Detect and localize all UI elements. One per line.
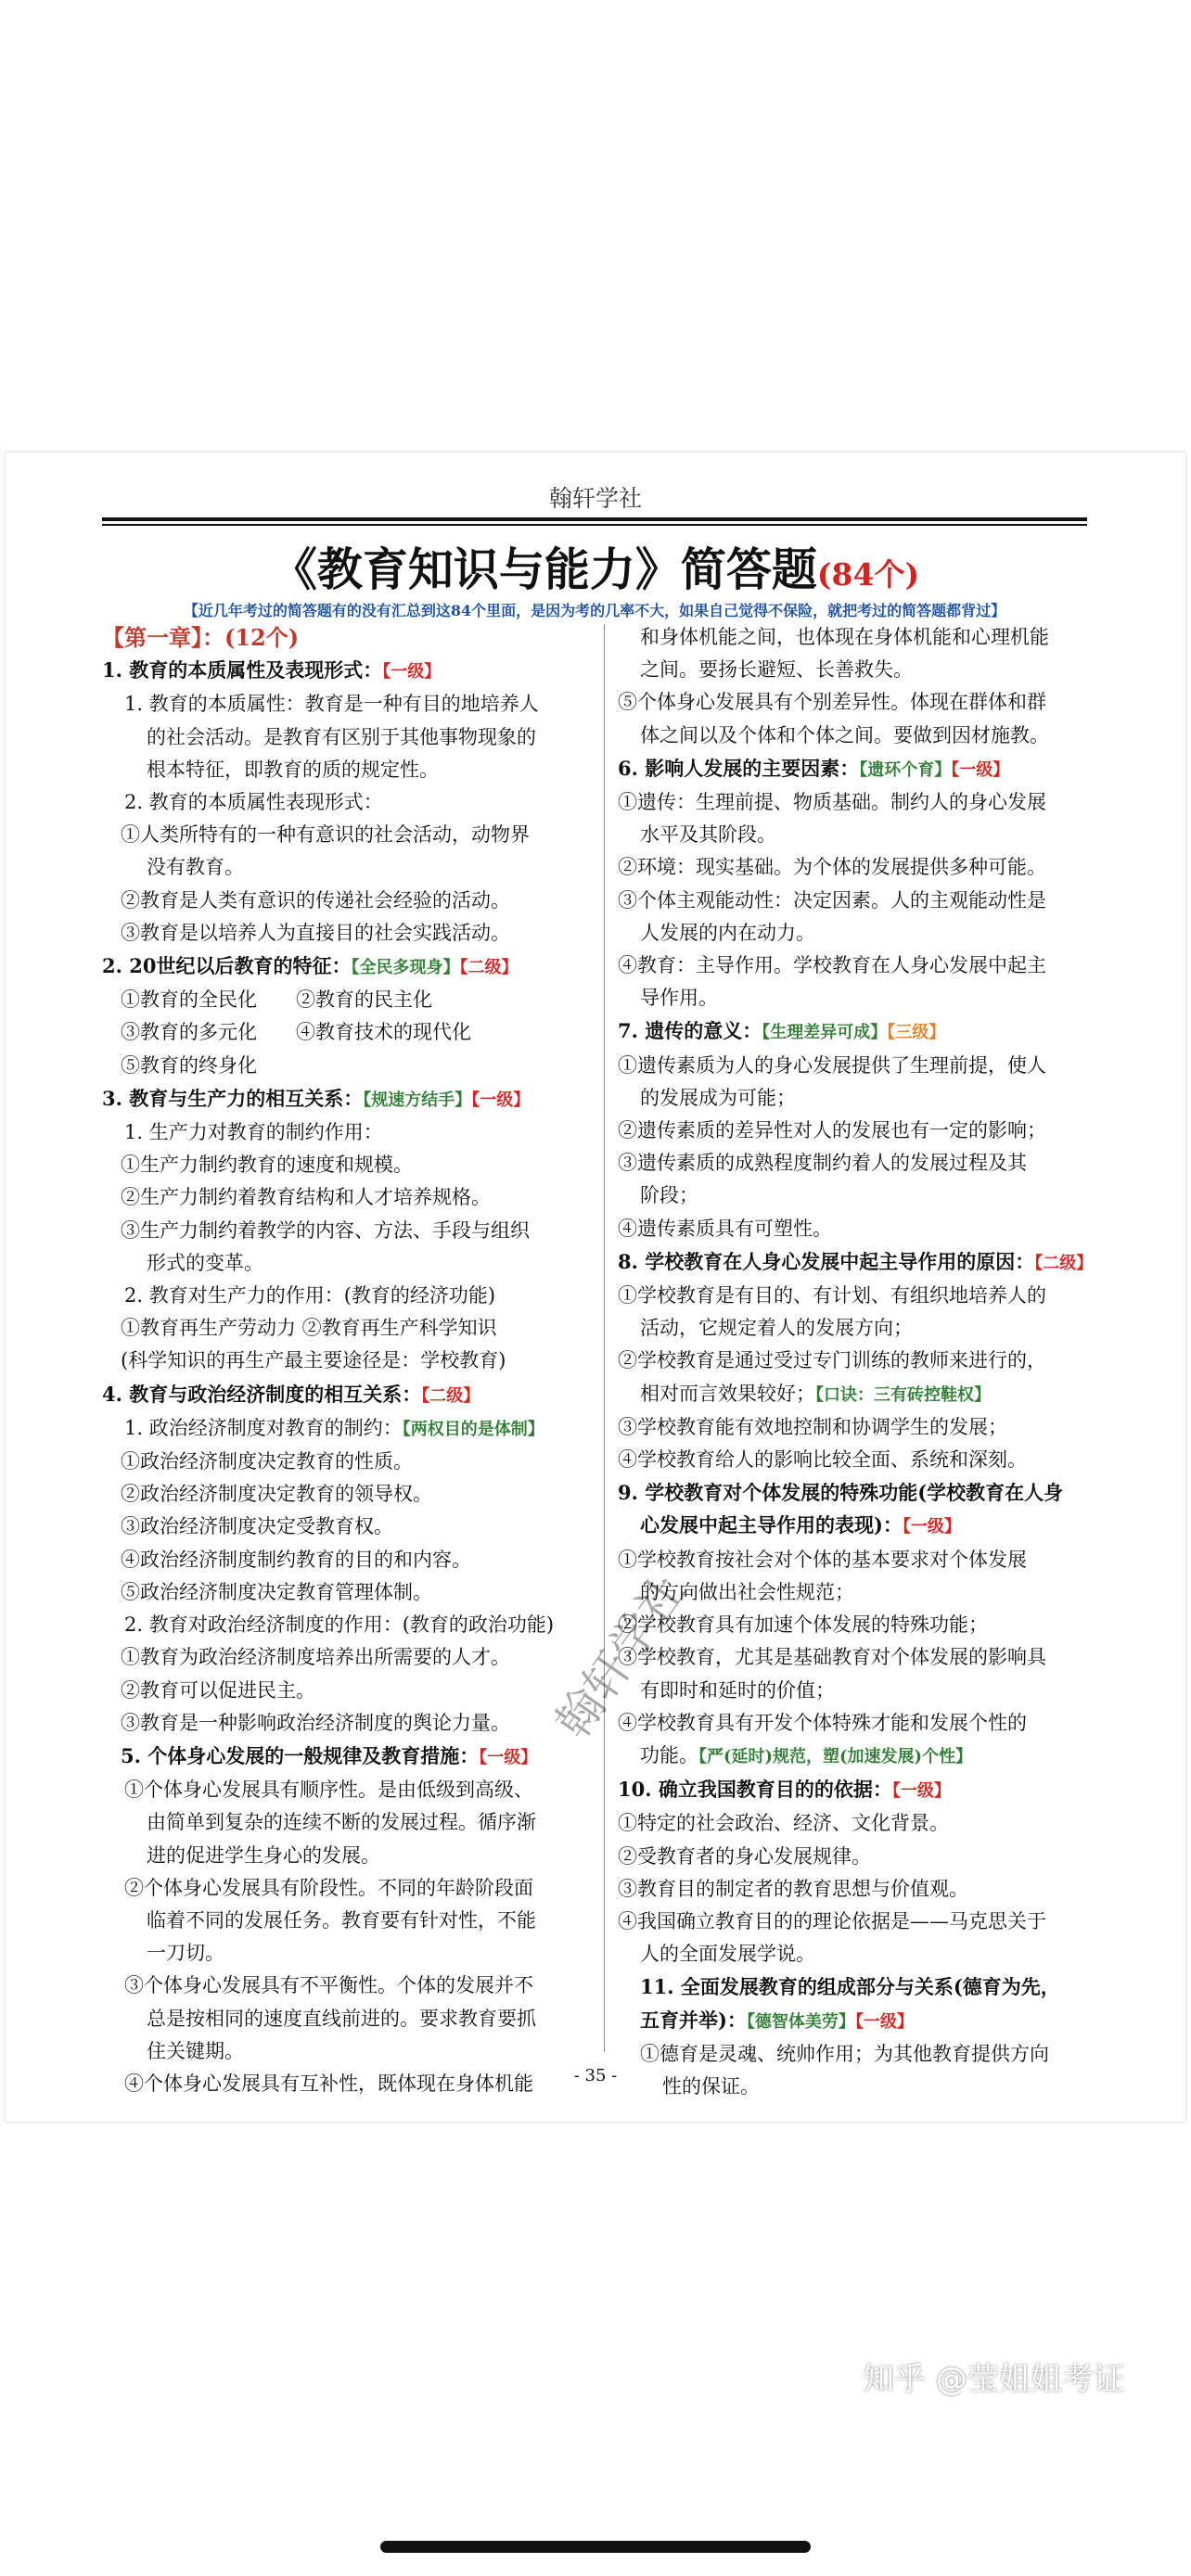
text-line bbox=[618, 1938, 1115, 1970]
line-text: 功能。 bbox=[640, 1743, 698, 1766]
level-tag: 【一级】 bbox=[479, 1747, 538, 1767]
title-main: 《教育知识与能力》简答题 bbox=[271, 542, 817, 596]
line-text: ③个体主观能动性：决定因素。人的主观能动性是 bbox=[618, 888, 1046, 912]
line-text: 活动，它规定着人的发展方向； bbox=[640, 1317, 913, 1340]
level-tag: 【德智体美劳】 bbox=[746, 2011, 855, 2032]
text-line bbox=[618, 654, 1115, 686]
text-line bbox=[102, 885, 599, 917]
text-line bbox=[102, 754, 599, 786]
text-line bbox=[618, 1050, 1115, 1082]
line-text: ②遗传素质的差异性对人的发展也有一定的影响； bbox=[618, 1119, 1046, 1142]
line-text: ①人类所特有的一种有意识的社会活动，动物界 bbox=[121, 823, 530, 847]
text-line bbox=[102, 1446, 599, 1478]
title-count: (84个) bbox=[816, 556, 920, 593]
line-text: 由简单到复杂的连续不断的发展过程。循序渐 bbox=[147, 1811, 536, 1834]
line-text: 1. 政治经济制度对教育的制约： bbox=[124, 1416, 403, 1439]
text-line bbox=[618, 1180, 1115, 1212]
line-text: ④遗传素质具有可塑性。 bbox=[618, 1217, 832, 1240]
text-line bbox=[102, 1050, 599, 1082]
text-line bbox=[618, 1807, 1115, 1840]
line-text: 的发展成为可能； bbox=[640, 1086, 796, 1109]
text-line bbox=[618, 1378, 1115, 1411]
line-text: 2. 教育对政治经济制度的作用：(教育的政治功能) bbox=[124, 1613, 555, 1637]
line-text: 根本特征，即教育的质的规定性。 bbox=[147, 758, 439, 781]
line-text: 1. 教育的本质属性及表现形式： bbox=[102, 658, 383, 682]
line-text: ①遗传：生理前提、物质基础。制约人的身心发展 bbox=[618, 791, 1046, 814]
text-line bbox=[618, 1544, 1115, 1576]
text-line bbox=[618, 786, 1115, 819]
level-tag: 【遗环个育】 bbox=[859, 759, 952, 780]
text-line bbox=[618, 1641, 1115, 1674]
line-text: 导作用。 bbox=[640, 987, 718, 1010]
text-line bbox=[618, 1014, 1115, 1049]
line-text: ③政治经济制度决定受教育权。 bbox=[121, 1515, 393, 1538]
line-text: 一刀切。 bbox=[147, 1942, 224, 1965]
page-title bbox=[6, 534, 1185, 599]
text-line bbox=[102, 1016, 599, 1049]
level-tag: 【生理差异可成】 bbox=[762, 1023, 888, 1043]
line-text: 11. 全面发展教育的组成部分与关系(德育为先， bbox=[640, 1975, 1060, 1999]
header-rule-thin bbox=[102, 524, 1087, 526]
line-text: 性的保证。 bbox=[662, 2074, 760, 2098]
line-text: 形式的变革。 bbox=[147, 1251, 263, 1274]
text-line bbox=[618, 1707, 1115, 1740]
text-line bbox=[102, 1378, 599, 1412]
text-line bbox=[102, 1215, 599, 1247]
text-line bbox=[618, 917, 1115, 950]
text-line bbox=[618, 982, 1115, 1014]
text-line bbox=[102, 654, 599, 688]
line-text: ②个体身心发展具有阶段性。不同的年龄阶段面 bbox=[124, 1876, 533, 1899]
text-line bbox=[102, 1641, 599, 1674]
text-line bbox=[102, 1247, 599, 1280]
text-line bbox=[102, 1806, 599, 1839]
line-text: 6. 影响人发展的主要因素： bbox=[618, 756, 860, 780]
left-column bbox=[102, 621, 599, 2100]
line-text: 【第一章】：(12个) bbox=[102, 624, 300, 651]
text-line bbox=[102, 688, 599, 721]
line-text: 住关键期。 bbox=[147, 2039, 244, 2062]
level-tag: 【一级】 bbox=[471, 1090, 531, 1110]
line-text: 8. 学校教育在人身心发展中起主导作用的原因： bbox=[618, 1249, 1035, 1273]
text-line bbox=[618, 720, 1115, 752]
text-line bbox=[618, 1906, 1115, 1938]
text-line bbox=[102, 1181, 599, 1214]
line-text: 人的全面发展学说。 bbox=[640, 1943, 815, 1966]
line-text: 相对而言效果较好； bbox=[640, 1382, 815, 1405]
text-line bbox=[618, 950, 1115, 982]
line-text: 1. 生产力对教育的制约作用： bbox=[124, 1121, 383, 1144]
text-line bbox=[102, 2003, 599, 2035]
text-line bbox=[618, 752, 1115, 786]
level-tag: 【一级】 bbox=[951, 759, 1010, 780]
text-line bbox=[102, 786, 599, 819]
level-tag: 【二级】 bbox=[1034, 1253, 1094, 1273]
line-text: 五育并举)： bbox=[640, 2008, 747, 2032]
text-line bbox=[618, 1609, 1115, 1641]
text-line bbox=[618, 1773, 1115, 1807]
right-column bbox=[618, 621, 1115, 2103]
line-text: ①教育的全民化 ②教育的民主化 bbox=[121, 988, 432, 1012]
header-rule-thick bbox=[102, 517, 1087, 521]
line-text: ②政治经济制度决定教育的领导权。 bbox=[121, 1483, 432, 1506]
line-text: ④学校教育给人的影响比较全面、系统和深刻。 bbox=[618, 1448, 1027, 1472]
line-text: ④教育：主导作用。学校教育在人身心发展中起主 bbox=[618, 954, 1046, 977]
level-tag: 【一级】 bbox=[854, 2011, 914, 2032]
line-text: ①遗传素质为人的身心发展提供了生理前提，使人 bbox=[618, 1053, 1046, 1077]
text-line bbox=[102, 1412, 599, 1446]
line-text: 的社会活动。是教育有区别于其他事物现象的 bbox=[147, 725, 536, 748]
line-text: ①政治经济制度决定教育的性质。 bbox=[121, 1450, 413, 1473]
line-text: 阶段； bbox=[640, 1184, 698, 1207]
line-text: 和身体机能之间，也体现在身体机能和心理机能 bbox=[640, 626, 1049, 648]
line-text: 有即时和延时的价值； bbox=[640, 1678, 835, 1702]
level-tag: 【规速方结手】 bbox=[363, 1090, 472, 1110]
text-line bbox=[102, 950, 599, 984]
text-line bbox=[618, 1970, 1115, 2003]
text-line bbox=[102, 1840, 599, 1872]
line-text: 水平及其阶段。 bbox=[640, 823, 776, 847]
text-line bbox=[618, 1312, 1115, 1345]
line-text: ③个体身心发展具有不平衡性。个体的发展并不 bbox=[124, 1974, 533, 1997]
text-line bbox=[102, 984, 599, 1016]
text-line bbox=[618, 1444, 1115, 1476]
line-text: 2. 20世纪以后教育的特征： bbox=[102, 954, 352, 978]
line-text: 心发展中起主导作用的表现)： bbox=[640, 1513, 903, 1537]
line-text: ①学校教育是有目的、有计划、有组织地培养人的 bbox=[618, 1284, 1046, 1307]
level-tag: 【一级】 bbox=[902, 1517, 961, 1537]
line-text: 进的促进学生身心的发展。 bbox=[147, 1843, 380, 1867]
line-text: 4. 教育与政治经济制度的相互关系： bbox=[102, 1382, 422, 1406]
text-line bbox=[618, 851, 1115, 884]
line-text: 5. 个体身心发展的一般规律及教育措施： bbox=[121, 1743, 480, 1767]
text-line bbox=[618, 621, 1115, 654]
line-text: ④我国确立教育目的的理论依据是——马克思关于 bbox=[618, 1909, 1046, 1932]
level-tag: 【全民多现身】 bbox=[351, 958, 460, 978]
text-line bbox=[618, 1476, 1115, 1509]
text-line bbox=[102, 1082, 599, 1116]
line-text: ③学校教育，尤其是基础教育对个体发展的影响具 bbox=[618, 1646, 1046, 1669]
line-text: ②环境：现实基础。为个体的发展提供多种可能。 bbox=[618, 856, 1046, 879]
line-text: ②教育是人类有意识的传递社会经验的活动。 bbox=[121, 888, 510, 912]
line-text: 9. 学校教育对个体发展的特殊功能(学校教育在人身 bbox=[618, 1481, 1064, 1505]
line-text: 的方向做出社会性规范； bbox=[640, 1580, 854, 1603]
intro-note: 【近几年考过的简答题有的没有汇总到这84个里面，是因为考的几率不大，如果自己觉得不保险，就把考过的简答题都背过】 bbox=[183, 602, 1006, 619]
line-text: 10. 确立我国教育目的的依据： bbox=[618, 1778, 892, 1802]
level-tag: 【一级】 bbox=[891, 1781, 951, 1802]
text-line bbox=[102, 1609, 599, 1641]
text-line bbox=[618, 1873, 1115, 1906]
text-line bbox=[618, 1740, 1115, 1773]
level-tag: 【严(延时)规范，塑(加速发展)个性】 bbox=[698, 1746, 973, 1766]
text-line bbox=[102, 1740, 599, 1774]
text-line bbox=[102, 1675, 599, 1707]
text-line bbox=[618, 1345, 1115, 1377]
column-divider bbox=[604, 624, 605, 2052]
document-page bbox=[6, 453, 1185, 2122]
text-line bbox=[618, 1115, 1115, 1147]
text-line bbox=[102, 1774, 599, 1806]
text-line bbox=[102, 917, 599, 950]
level-tag: 【一级】 bbox=[382, 662, 442, 682]
line-text: ③学校教育能有效地控制和协调学生的发展； bbox=[618, 1415, 1007, 1438]
level-tag: 【口诀：三有砖控鞋权】 bbox=[815, 1384, 991, 1405]
text-line bbox=[618, 1082, 1115, 1115]
text-line bbox=[102, 1872, 599, 1905]
line-text: 3. 教育与生产力的相互关系： bbox=[102, 1086, 364, 1110]
line-text: ③教育是以培养人为直接目的社会实践活动。 bbox=[121, 921, 510, 944]
text-line bbox=[102, 1511, 599, 1543]
line-text: ①教育为政治经济制度培养出所需要的人才。 bbox=[121, 1646, 510, 1669]
text-line bbox=[618, 885, 1115, 917]
text-line bbox=[618, 686, 1115, 719]
line-text: 人发展的内在动力。 bbox=[640, 921, 815, 944]
line-text: ①德育是灵魂、统帅作用；为其他教育提供方向 bbox=[640, 2042, 1049, 2065]
level-tag: 【二级】 bbox=[459, 958, 519, 978]
text-line bbox=[102, 1970, 599, 2002]
line-text: ①生产力制约教育的速度和规模。 bbox=[121, 1154, 413, 1177]
line-text: 临着不同的发展任务。教育要有针对性，不能 bbox=[147, 1908, 536, 1932]
line-text: 1. 教育的本质属性：教育是一种有目的地培养人 bbox=[124, 693, 539, 716]
text-line bbox=[102, 819, 599, 851]
text-line bbox=[102, 1707, 599, 1740]
text-line bbox=[102, 1478, 599, 1511]
level-tag: 【三级】 bbox=[887, 1023, 946, 1043]
text-line bbox=[102, 2035, 599, 2068]
line-text: ①特定的社会政治、经济、文化背景。 bbox=[618, 1812, 949, 1835]
text-line bbox=[618, 1509, 1115, 1543]
line-text: ⑤政治经济制度决定教育管理体制。 bbox=[121, 1580, 432, 1603]
line-text: 之间。要扬长避短、长善救失。 bbox=[640, 658, 913, 682]
home-indicator[interactable] bbox=[380, 2541, 811, 2553]
text-line bbox=[618, 819, 1115, 851]
line-text: ①教育再生产劳动力 ②教育再生产科学知识 bbox=[121, 1317, 497, 1340]
line-text: 体之间以及个体和个体之间。要做到因材施教。 bbox=[640, 723, 1049, 746]
text-line bbox=[102, 851, 599, 884]
text-line bbox=[618, 1675, 1115, 1707]
page-number: - 35 - bbox=[573, 2066, 618, 2085]
text-line bbox=[102, 1149, 599, 1181]
line-text: ②学校教育是通过受过专门训练的教师来进行的， bbox=[618, 1349, 1046, 1372]
zhihu-watermark: 知乎 @莹姐姐考证 bbox=[863, 2361, 1125, 2398]
line-text: 总是按相同的速度直线前进的。要求教育要抓 bbox=[147, 2007, 536, 2030]
line-text: ③教育的多元化 ④教育技术的现代化 bbox=[121, 1021, 471, 1044]
text-line bbox=[102, 1576, 599, 1609]
line-text: ③遗传素质的成熟程度制约着人的发展过程及其 bbox=[618, 1152, 1027, 1175]
text-line bbox=[618, 1280, 1115, 1312]
line-text: ④学校教育具有开发个体特殊才能和发展个性的 bbox=[618, 1711, 1027, 1734]
line-text: 2. 教育的本质属性表现形式： bbox=[124, 791, 383, 814]
text-line bbox=[102, 1312, 599, 1345]
line-text: 没有教育。 bbox=[147, 856, 244, 879]
text-line bbox=[102, 721, 599, 754]
text-line bbox=[102, 1345, 599, 1377]
line-text: ②生产力制约着教育结构和人才培养规格。 bbox=[121, 1186, 491, 1209]
line-text: 7. 遗传的意义： bbox=[618, 1019, 762, 1043]
text-line bbox=[102, 1905, 599, 1937]
line-text: ③生产力制约着教学的内容、方法、手段与组织 bbox=[121, 1218, 530, 1242]
text-line bbox=[102, 1116, 599, 1149]
line-text: ①学校教育按社会对个体的基本要求对个体发展 bbox=[618, 1548, 1027, 1571]
line-text: ②受教育者的身心发展规律。 bbox=[618, 1844, 871, 1868]
text-line bbox=[618, 1841, 1115, 1873]
text-line bbox=[618, 2004, 1115, 2038]
line-text: ⑤教育的终身化 bbox=[121, 1053, 257, 1077]
publisher-header: 翰轩学社 bbox=[548, 485, 642, 512]
level-tag: 【两权目的是体制】 bbox=[402, 1419, 544, 1439]
text-line bbox=[102, 621, 599, 654]
level-tag: 【二级】 bbox=[421, 1385, 480, 1406]
watermark-stamp: 翰轩学社 bbox=[545, 1564, 697, 1748]
line-text: ⑤个体身心发展具有个别差异性。体现在群体和群 bbox=[618, 691, 1046, 714]
text-line bbox=[618, 1411, 1115, 1444]
line-text: ④个体身心发展具有互补性，既体现在身体机能 bbox=[124, 2072, 533, 2095]
line-text: (科学知识的再生产最主要途径是：学校教育) bbox=[121, 1349, 506, 1372]
line-text: ④政治经济制度制约教育的目的和内容。 bbox=[121, 1548, 471, 1571]
line-text: 2. 教育对生产力的作用：(教育的经济功能) bbox=[124, 1284, 496, 1307]
line-text: ②学校教育具有加速个体发展的特殊功能； bbox=[618, 1613, 988, 1637]
line-text: ②教育可以促进民主。 bbox=[121, 1678, 315, 1702]
line-text: ③教育目的制定者的教育思想与价值观。 bbox=[618, 1877, 968, 1900]
text-line bbox=[618, 1147, 1115, 1180]
line-text: ①个体身心发展具有顺序性。是由低级到高级、 bbox=[124, 1779, 533, 1802]
text-line bbox=[618, 1213, 1115, 1245]
text-line bbox=[618, 1245, 1115, 1280]
text-line bbox=[102, 1280, 599, 1312]
text-line bbox=[102, 1544, 599, 1576]
text-line bbox=[102, 1937, 599, 1970]
line-text: ③教育是一种影响政治经济制度的舆论力量。 bbox=[121, 1711, 510, 1734]
